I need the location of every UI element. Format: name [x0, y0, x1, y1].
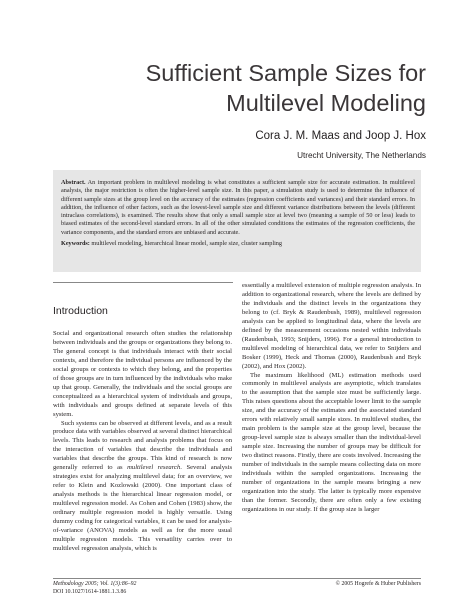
abstract-paragraph	[61, 179, 415, 237]
paper-title	[146, 58, 426, 118]
intro-p2-part-a: Such systems can be observed at different levels, and as a result produce data with variables observed at several distinct hierarchical levels. This leads to research and analysis problems that focus on the interaction of variables that describe the individuals and variables that describe the groups. This kind of research is now generally referred to as	[53, 419, 232, 472]
copyright: © 2005 Hogrefe & Huber Publishers	[335, 581, 421, 587]
title-line-1: Sufficient Sample Sizes for	[145, 60, 426, 86]
section-heading-introduction: Introduction	[53, 305, 108, 317]
intro-p2-italic: multilevel research	[127, 464, 181, 472]
footer-rule	[53, 578, 421, 579]
right-column	[242, 282, 421, 515]
abstract-text: An important problem in multilevel modeling is what constitutes a sufficient sample size for accurate estimation. In multilevel analysis, the major restriction is often the higher-level sample size. In this paper, a simulation study is used to determine the influence of different sample sizes at the group level on the accuracy of the estimates (regression coefficients and variances) and their standard errors. In addition, the influence of other factors, such as the lowest-level sample size and different variance distributions between the levels (different intraclass correlations), is examined. The results show that only a small sample size at level two (meaning a sample of 50 or less) leads to biased estimates of the second-level standard errors. In all of the other simulated conditions the estimates of the regression coefficients, the variance components, and the standard errors are unbiased and accurate.	[61, 179, 415, 236]
section-divider	[53, 282, 233, 283]
intro-paragraph-1: Social and organizational research often studies the relationship between individuals and the groups or organizations they belong to. The general concept is that individuals interact with their social contexts, and therefore the individual persons are influenced by the social groups or contexts to which they belong, and the properties of those groups are in turn influenced by the individuals who make up that group. Generally, the individuals and the social groups are conceptualized as a hierarchical system of individuals and groups, with individuals and groups defined at separate levels of this system.	[53, 330, 232, 418]
title-line-2: Multilevel Modeling	[226, 90, 426, 116]
right-paragraph-2: The maximum likelihood (ML) estimation methods used commonly in multilevel analysis are asymptotic, which translates to the assumption that the sample size must be sufficiently large. This raises questions about the acceptable lower limit to the sample size, and the accuracy of the estimates and the associated standard errors with relatively small sample sizes. In multilevel studies, the main problem is the sample size at the group level, because the group-level sample size is always smaller than the individual-level sample size. Increasing the number of groups may be difficult for two distinct reasons. Firstly, there are costs involved. Increasing the number of individuals in the sample means collecting data on more individuals within the sampled organizations. Increasing the number of organizations in the sample means bringing a new organization into the study. The latter is typically more expensive than the former. Secondly, there are often only a few existing organizations in our study. If the group size is larger	[242, 371, 421, 513]
intro-p2-part-b: . Several analysis strategies exist for analyzing multilevel data; for an overview, we refer to Klein and Kozlowski (2000). One important class of analysis methods is the hierarchical linear regression model, or multilevel regression model. As Cohen and Cohen (1983) show, the ordinary multiple regression model is highly versatile. Using dummy coding for categorical variables, it can be used for analysis-of-variance (ANOVA) models as well as for the more usual multiple regression models. This versatility carries over to multilevel regression analysis, which is	[53, 464, 233, 552]
doi: DOI 10.1027/1614-1881.1.3.86	[53, 588, 127, 595]
left-column	[53, 330, 232, 554]
intro-paragraph-2	[53, 420, 232, 554]
keywords-paragraph	[61, 240, 415, 248]
keywords-label: Keywords:	[61, 240, 90, 248]
journal-citation: Methodology 2005; Vol. 1(3):86–92	[53, 581, 137, 587]
affiliation: Utrecht University, The Netherlands	[297, 151, 426, 160]
authors: Cora J. M. Maas and Joop J. Hox	[255, 130, 426, 142]
footer-left	[53, 581, 136, 596]
right-paragraph-1: essentially a multilevel extension of multiple regression analysis. In addition to organizational research, where the levels are defined by the individuals and the distinct levels in the organizations they belong to (cf. Bryk & Raudenbush, 1989), multilevel regression analysis can be applied to longitudinal data, where the levels are defined by the measurement occasions nested within individuals (Raudenbush, 1993; Snijders, 1996). For a general introduction to multilevel modeling of hierarchical data, we refer to Snijders and Bosker (1999), Heck and Thomas (2000), Raudenbush and Bryk (2002), and Hox (2002).	[242, 282, 421, 370]
abstract-label: Abstract.	[61, 179, 86, 186]
keywords-text: multilevel modeling, hierarchical linear model, sample size, cluster sampling	[91, 240, 282, 248]
abstract-box	[53, 170, 421, 272]
